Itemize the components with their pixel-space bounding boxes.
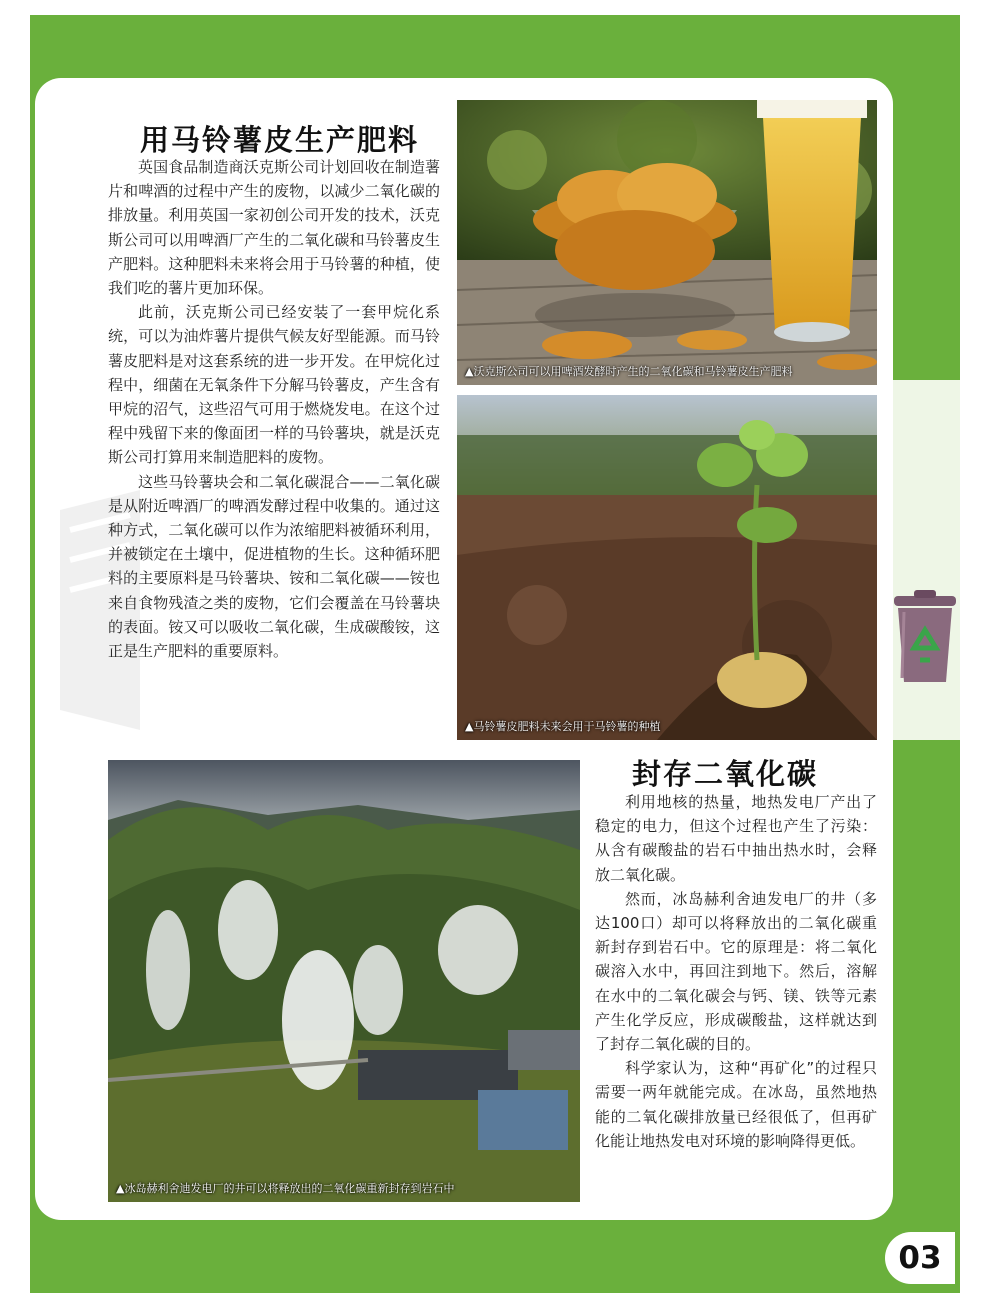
photo-caption: ▲马铃薯皮肥料未来会用于马铃薯的种植 [465,720,661,733]
paragraph: 然而，冰岛赫利舍迪发电厂的井（多达100口）却可以将释放出的二氧化碳重新封存到岩石中。它的原理是：将二氧化碳溶入水中，再回注到地下。然后，溶解在水中的二氧化碳会与钙、镁、铁等元素产生化学反应，形成碳酸盐，这样就达到了封存二氧化碳的目的。 [595,889,877,1054]
recycle-bin-icon [890,590,960,686]
paragraph: 英国食品制造商沃克斯公司计划回收在制造薯片和啤酒的过程中产生的废物，以减少二氧化碳的排放量。利用英国一家初创公司开发的技术，沃克斯公司可以用啤酒厂产生的二氧化碳和马铃薯皮生产肥料。这种肥料未来将会用于马铃薯的种植，使我们吃的薯片更加环保。 [108,158,440,298]
photo-geothermal-plant [108,760,580,1202]
photo-chips-beer [457,100,877,385]
photo-caption: ▲沃克斯公司可以用啤酒发酵时产生的二氧化碳和马铃薯皮生产肥料 [465,365,793,378]
page-number: 03 [885,1232,955,1284]
photo-caption: ▲冰岛赫利舍迪发电厂的井可以将释放出的二氧化碳重新封存到岩石中 [116,1182,455,1195]
section-title-fertilizer: 用马铃薯皮生产肥料 [140,123,420,157]
section-title-carbon-storage: 封存二氧化碳 [632,757,819,791]
article-column-fertilizer [108,155,440,663]
paragraph: 科学家认为，这种“再矿化”的过程只需要一两年就能完成。在冰岛，虽然地热能的二氧化碳排放量已经很低了，但再矿化能让地热发电对环境的影响降得更低。 [595,1059,877,1150]
paragraph: 这些马铃薯块会和二氧化碳混合——二氧化碳是从附近啤酒厂的啤酒发酵过程中收集的。通过这种方式，二氧化碳可以作为浓缩肥料被循环利用，并被锁定在土壤中，促进植物的生长。这种循环肥料的主要原料是马铃薯块、铵和二氧化碳——铵也来自食物残渣之类的废物，它们会覆盖在马铃薯块的表面。铵又可以吸收二氧化碳，生成碳酸铵，这正是生产肥料的重要原料。 [108,472,440,661]
photo-potato-sprout [457,395,877,740]
article-column-carbon-storage [595,790,877,1153]
paragraph: 利用地核的热量，地热发电厂产出了稳定的电力，但这个过程也产生了污染：从含有碳酸盐的岩石中抽出热水时，会释放二氧化碳。 [595,793,877,884]
paragraph: 此前，沃克斯公司已经安装了一套甲烷化系统，可以为油炸薯片提供气候友好型能源。而马铃薯皮肥料是对这套系统的进一步开发。在甲烷化过程中，细菌在无氧条件下分解马铃薯皮，产生含有甲烷的沼气，这些沼气可用于燃烧发电。在这个过程中残留下来的像面团一样的马铃薯块，就是沃克斯公司打算用来制造肥料的废物。 [108,303,440,467]
